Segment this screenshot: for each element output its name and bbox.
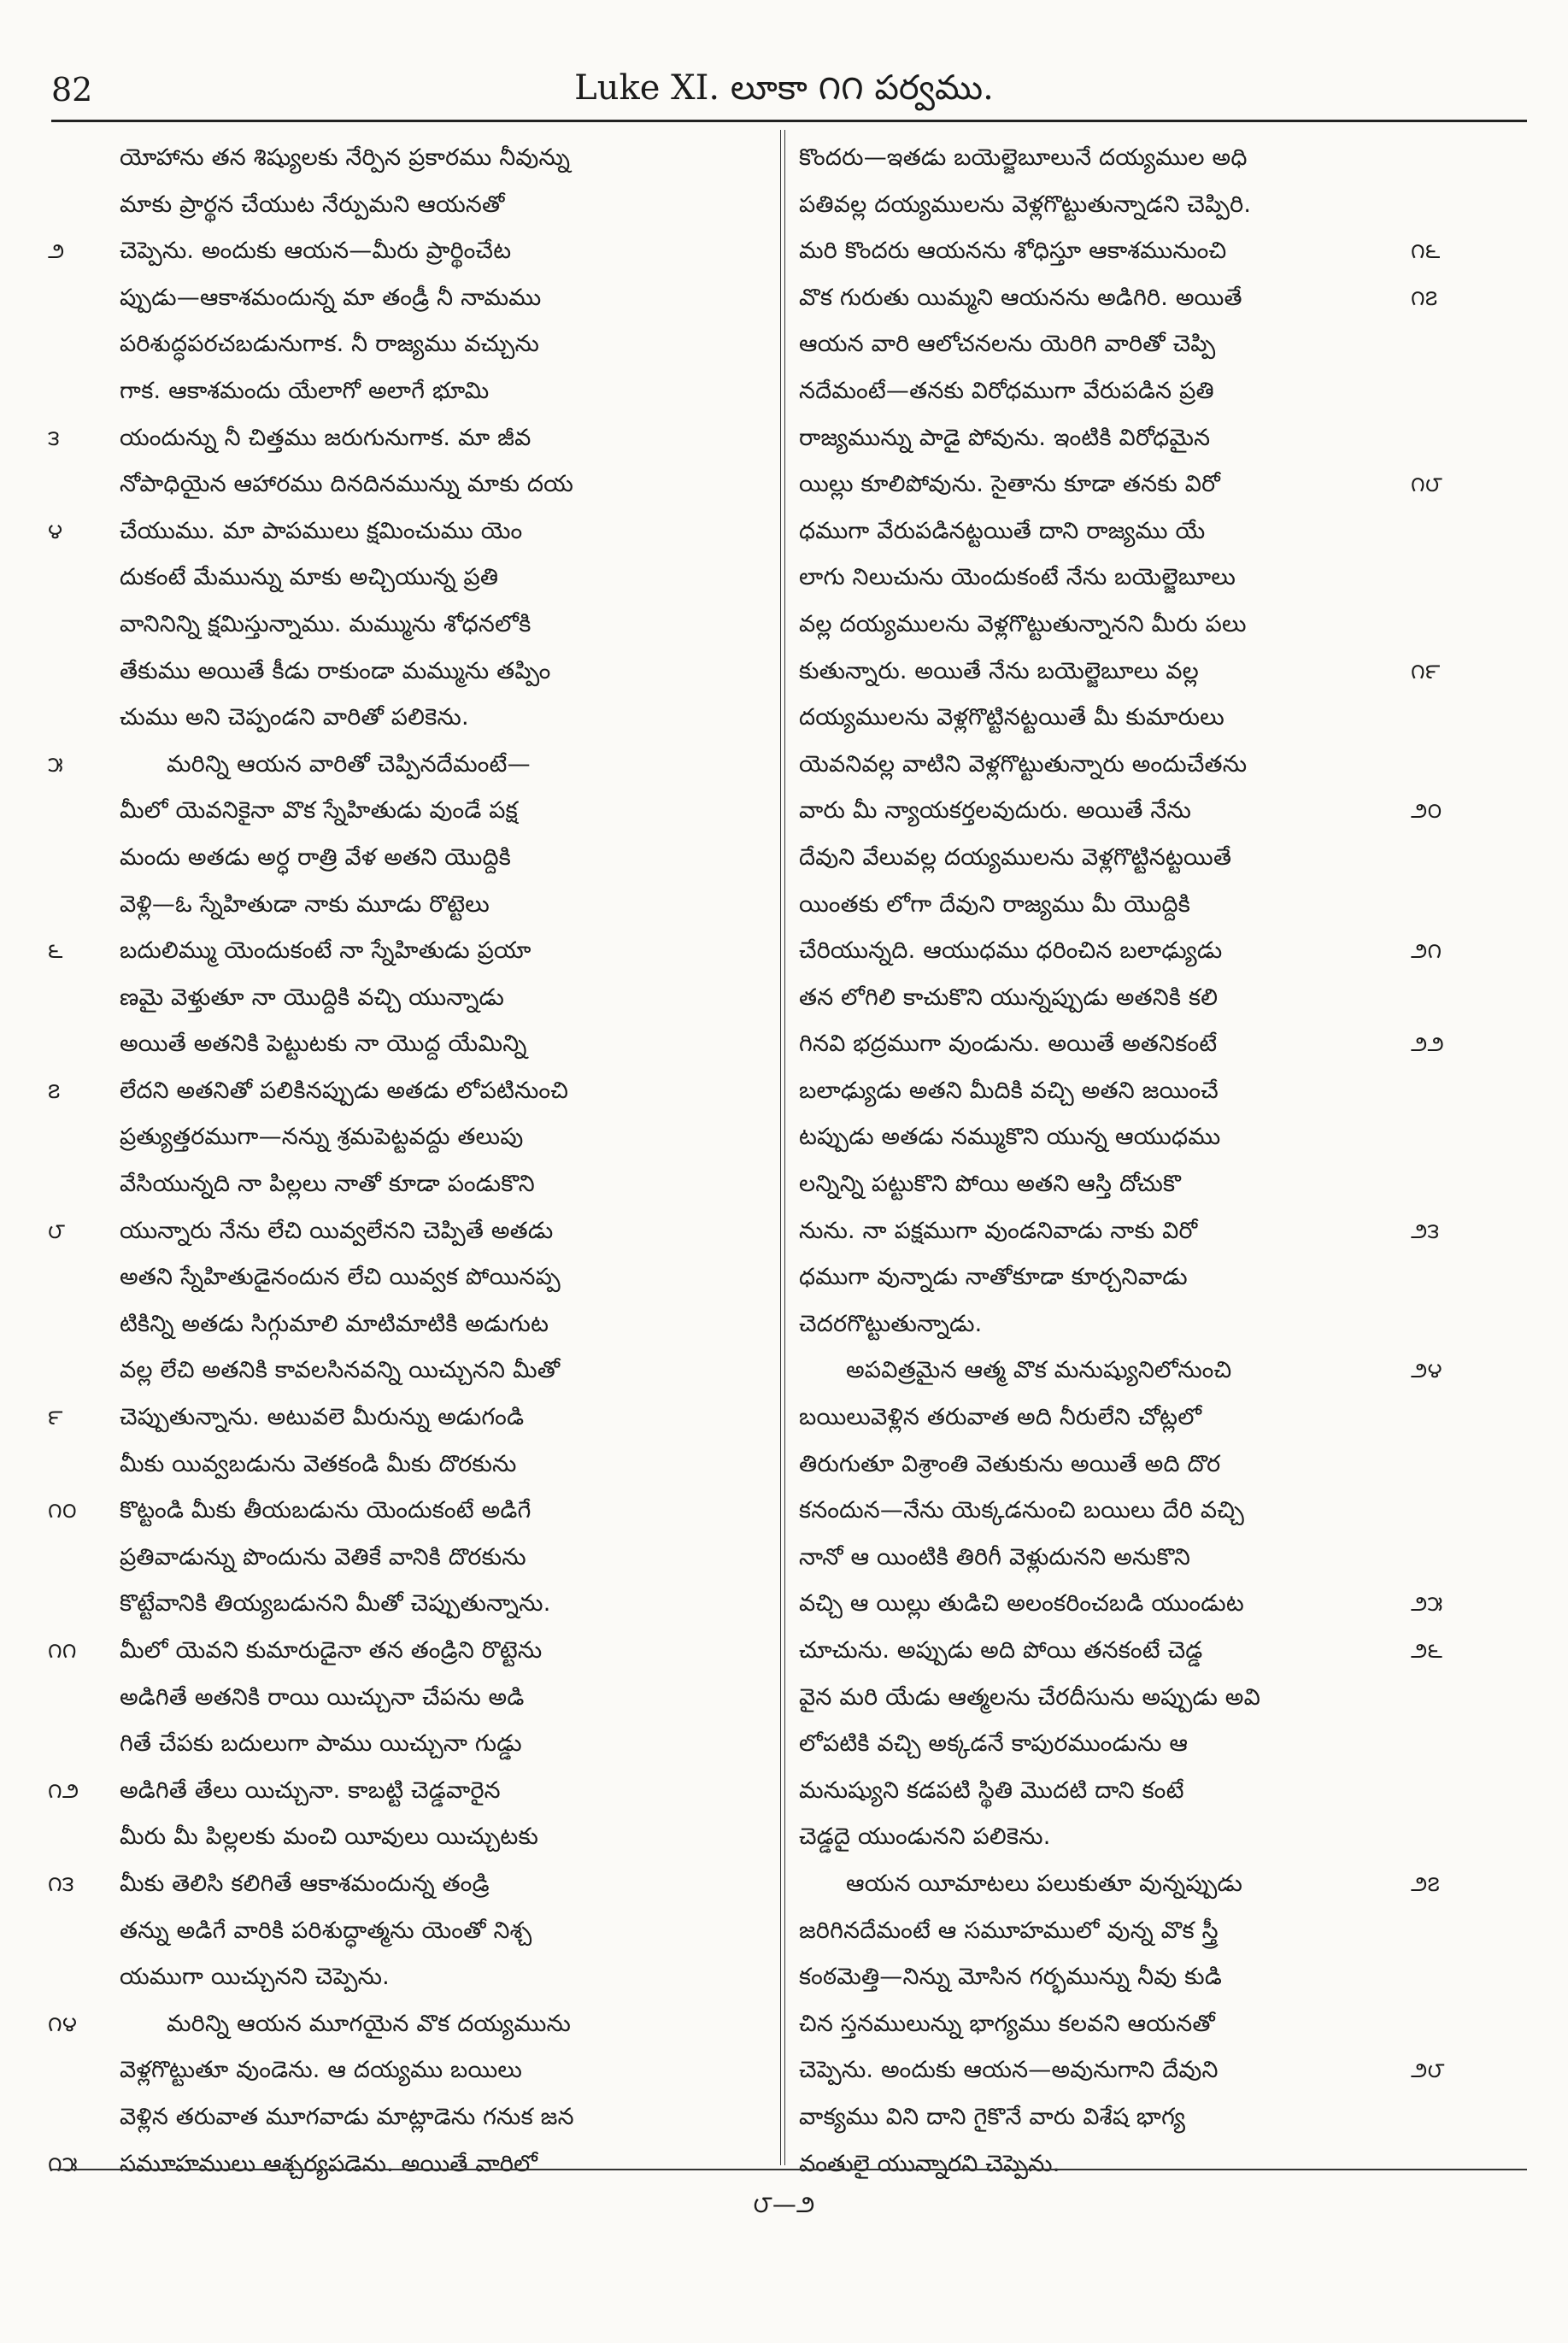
- line-text: ణమై వెళ్తుతూ నా యొద్దికి వచ్చి యున్నాడు: [120, 984, 505, 1011]
- line-text: మందు అతడు అర్ధ రాత్రి వేళ అతని యొద్దికి: [120, 843, 512, 871]
- text-line: [799, 975, 1397, 1022]
- header-rule: [51, 120, 1527, 122]
- verse-number: ౮: [48, 1218, 66, 1243]
- text-line: [120, 1348, 762, 1395]
- text-line: [799, 1348, 1442, 1395]
- text-line: [799, 228, 1441, 275]
- line-text: ధముగా వున్నాడు నాతోకూడా కూర్చనివాడు: [799, 1264, 1188, 1291]
- line-text: లాగు నిలుచును యెందుకంటే నేను బయెల్జెబూలు: [799, 564, 1236, 591]
- text-line: [120, 1301, 762, 1348]
- running-head: [0, 0, 1568, 128]
- line-text: వెళ్లి—ఓ స్నేహితుడా నాకు మూడు రొట్టెలు: [120, 890, 490, 918]
- text-line: [799, 1021, 1445, 1068]
- verse-number: ౬: [48, 938, 63, 964]
- line-text: దుకంటే మేమున్ను మాకు అచ్చియున్న ప్రతి: [120, 564, 499, 591]
- line-text: తన్ను అడిగే వారికి పరిశుద్ధాత్మను యెంతో నిశ్చ: [120, 1917, 532, 1944]
- line-text: మాకు ప్రార్థన చేయుట నేర్పుమని ఆయనతో: [120, 191, 505, 218]
- line-text: టప్పుడు అతడు నమ్ముకొని యున్న ఆయుధము: [799, 1124, 1221, 1151]
- verse-number: ౨౫: [1411, 1591, 1443, 1617]
- line-text: చెదరగొట్టుతున్నాడు.: [799, 1310, 983, 1337]
- verse-number: ౧౭: [1411, 285, 1438, 310]
- line-text: అపవిత్రమైన ఆత్మ వొక మనుష్యునిలోనుంచి: [846, 1357, 1232, 1384]
- verse-number: ౨౩: [1411, 1218, 1440, 1243]
- text-line: [799, 1954, 1397, 2001]
- verse-number: ౧౪: [48, 2011, 78, 2036]
- text-line: [799, 275, 1438, 322]
- line-text: బయిలువెళ్లిన తరువాత అది నీరులేని చోట్లలో: [799, 1404, 1202, 1431]
- text-line: [120, 835, 762, 882]
- text-line: [799, 1395, 1397, 1442]
- text-line: [799, 1208, 1440, 1255]
- line-text: రాజ్యమున్ను పాడై పోవును. ఇంటికి విరోధమైన: [799, 424, 1211, 451]
- line-text: చిన స్తనములున్ను భాగ్యము కలవని ఆయనతో: [799, 2010, 1215, 2037]
- text-line: [48, 1068, 762, 1115]
- text-line: [120, 882, 762, 929]
- text-line: [120, 602, 762, 649]
- line-text: యెవనివల్ల వాటిని వెళ్లగొట్టుతున్నారు అందుచేతను: [799, 750, 1248, 778]
- text-line: [120, 2094, 762, 2141]
- line-text: కొట్టండి మీకు తీయబడును యెందుకంటే అడిగే: [120, 1497, 531, 1524]
- text-line: [799, 1161, 1397, 1208]
- text-line: [120, 1721, 762, 1768]
- line-text: అడిగితే అతనికి రాయి యిచ్చునా చేపను అడి: [120, 1683, 525, 1711]
- text-line: [799, 882, 1397, 929]
- text-line: [799, 2141, 1397, 2188]
- line-text: చెప్పుతున్నాను. అటువలె మీరున్ను అడుగండి: [120, 1404, 525, 1431]
- line-text: చూచును. అప్పుడు అది పోయి తనకంటే చెడ్డ: [799, 1637, 1203, 1664]
- line-text: మీకు తెలిసి కలిగితే ఆకాశమందున్న తండ్రి: [120, 1870, 490, 1897]
- text-line: [48, 742, 762, 789]
- text-line: [799, 928, 1442, 975]
- text-line: [120, 182, 762, 229]
- text-line: [799, 1814, 1397, 1861]
- line-text: యోహాను తన శిష్యులకు నేర్పిన ప్రకారము నీవున్ను: [120, 144, 571, 171]
- line-text: నానో ఆ యింటికి తిరిగీ వెళ్లుదునని అనుకొని: [799, 1543, 1191, 1571]
- text-line: [799, 835, 1397, 882]
- text-line: [120, 788, 762, 835]
- line-text: గినవి భద్రముగా వుండును. అయితే అతనికంటే: [799, 1031, 1218, 1058]
- text-line: [799, 1068, 1397, 1115]
- line-text: మీకు యివ్వబడును వెతకండి మీకు దొరకును: [120, 1450, 517, 1477]
- line-text: గాక. ఆకాశమందు యేలాగో అలాగే భూమి: [120, 377, 490, 404]
- line-text: కంఠమెత్తి—నిన్ను మోసిన గర్భమున్ను నీవు కుడి: [799, 1964, 1223, 1991]
- text-line: [48, 928, 762, 975]
- text-line: [120, 1581, 762, 1628]
- line-text: యున్నారు నేను లేచి యివ్వలేనని చెప్పితే అతడు: [120, 1217, 554, 1244]
- line-text: చేయుము. మా పాపములు క్షమించుము యెం: [120, 517, 523, 544]
- line-text: తన లోగిలి కాచుకొని యున్నప్పుడు అతనికి కలి: [799, 984, 1219, 1011]
- line-text: మనుష్యుని కడపటి స్థితి మొదటి దాని కంటే: [799, 1776, 1184, 1804]
- line-text: బలాఢ్యుడు అతని మీదికి వచ్చి అతని జయించే: [799, 1077, 1219, 1104]
- line-text: ప్రత్యుత్తరముగా—నన్ను శ్రమపెట్టవద్దు తలుపు: [120, 1124, 524, 1151]
- text-line: [120, 368, 762, 415]
- line-text: యందున్ను నీ చిత్తము జరుగునుగాక. మా జీవ: [120, 424, 531, 451]
- text-line: [48, 2141, 762, 2188]
- text-line: [48, 1768, 762, 1815]
- line-text: నోపాధియైన ఆహారము దినదినమున్ను మాకు దయ: [120, 471, 574, 498]
- text-line: [120, 695, 762, 742]
- verse-number: ౨౭: [1411, 1870, 1441, 1896]
- line-text: వల్ల దయ్యములను వెళ్లగొట్టుతున్నానని మీరు పలు: [799, 610, 1247, 637]
- text-line: [799, 695, 1397, 742]
- line-text: లేదని అతనితో పలికినప్పుడు అతడు లోపటినుంచి: [120, 1077, 569, 1104]
- verse-number: ౧౮: [1411, 472, 1443, 497]
- text-line: [799, 2001, 1397, 2048]
- line-text: చెప్పెను. అందుకు ఆయన—మీరు ప్రార్థించేట: [120, 238, 512, 265]
- text-line: [120, 135, 762, 182]
- text-line: [120, 975, 762, 1022]
- verse-number: ౧౬: [1411, 238, 1441, 264]
- line-text: వెళ్లిన తరువాత మూగవాడు మాట్లాడెను గనుక జన: [120, 2103, 574, 2130]
- text-line: [120, 555, 762, 602]
- text-line: [799, 1908, 1397, 1955]
- text-line: [120, 1954, 762, 2001]
- text-line: [799, 1254, 1397, 1301]
- verse-number: ౨౮: [1411, 2058, 1445, 2083]
- text-line: [799, 1768, 1397, 1815]
- text-line: [799, 2047, 1445, 2094]
- verse-number: ౨౦: [1411, 798, 1442, 824]
- line-text: మరి కొందరు ఆయనను శోధిస్తూ ఆకాశమునుంచి: [799, 238, 1227, 265]
- text-line: [48, 1861, 762, 1908]
- text-line: [120, 1114, 762, 1161]
- text-line: [48, 1488, 762, 1535]
- text-line: [120, 1161, 762, 1208]
- verse-number: ౪: [48, 518, 63, 543]
- line-text: అతని స్నేహితుడైనందున లేచి యివ్వక పోయినప్ప: [120, 1264, 561, 1291]
- text-line: [48, 1628, 762, 1675]
- verse-number: ౭: [48, 1078, 61, 1103]
- text-line: [799, 1581, 1443, 1628]
- text-line: [120, 2047, 762, 2094]
- line-text: ధముగా వేరుపడినట్టయితే దాని రాజ్యము యే: [799, 517, 1206, 544]
- verse-number: ౧౨: [48, 1777, 79, 1803]
- line-text: వచ్చి ఆ యిల్లు తుడిచి అలంకరించబడి యుండుట: [799, 1590, 1244, 1618]
- text-line: [120, 461, 762, 508]
- column-separator: [780, 130, 785, 2165]
- page-number: 82: [51, 71, 93, 109]
- text-line: [799, 1721, 1397, 1768]
- line-text: మరిన్ని ఆయన మూగయైన వొక దయ్యమును: [167, 2010, 572, 2037]
- verse-number: ౧౯: [1411, 658, 1441, 684]
- left-column: [48, 135, 762, 2187]
- line-text: వానినిన్ని క్షమిస్తున్నాము. మమ్మును శోధనలోకి: [120, 610, 531, 637]
- line-text: లన్నిన్ని పట్టుకొని పోయి అతని ఆస్తి దోచుకొ: [799, 1171, 1182, 1198]
- verse-number: ౨౧: [1411, 938, 1442, 964]
- text-line: [120, 1908, 762, 1955]
- line-text: దేవుని వేలువల్ల దయ్యములను వెళ్లగొట్టినట్టయితే: [799, 843, 1232, 871]
- right-column: [799, 135, 1445, 2187]
- text-line: [799, 321, 1397, 368]
- line-text: పతివల్ల దయ్యములను వెళ్లగొట్టుతున్నాడని చెప్పిరి.: [799, 191, 1252, 218]
- text-line: [48, 1208, 762, 1255]
- text-line: [120, 1442, 762, 1489]
- text-line: [799, 461, 1443, 508]
- line-text: వొక గురుతు యిమ్మని ఆయనను అడిగిరి. అయితే: [799, 284, 1242, 311]
- text-line: [120, 1535, 762, 1582]
- text-line: [799, 742, 1397, 789]
- text-line: [120, 275, 762, 322]
- text-line: [799, 135, 1397, 182]
- line-text: దయ్యములను వెళ్లగొట్టినట్టయితే మీ కుమారులు: [799, 704, 1224, 731]
- line-text: ప్రతివాడున్ను పొందును వెతికే వానికి దొరకును: [120, 1543, 526, 1571]
- text-line: [120, 1021, 762, 1068]
- line-text: చెడ్డదై యుండునని పలికెను.: [799, 1823, 1051, 1851]
- text-line: [120, 1814, 762, 1861]
- line-text: చెప్పెను. అందుకు ఆయన—అవునుగాని దేవుని: [799, 2057, 1219, 2084]
- line-text: లోపటికి వచ్చి అక్కడనే కాపురముండును ఆ: [799, 1730, 1189, 1758]
- text-line: [120, 649, 762, 696]
- line-text: సమూహములు ఆశ్చర్యపడెను. అయితే వారిలో: [120, 2150, 538, 2177]
- line-text: ఆయన యీమాటలు పలుకుతూ వున్నప్పుడు: [846, 1870, 1243, 1897]
- line-text: తేకుము అయితే కీడు రాకుండా మమ్మును తప్పిం: [120, 657, 551, 684]
- line-text: అడిగితే తేలు యిచ్చునా. కాబట్టి చెడ్డవారైన: [120, 1776, 501, 1804]
- line-text: చుము అని చెప్పండని వారితో పలికెను.: [120, 704, 469, 731]
- line-text: జరిగినదేమంటే ఆ సమూహములో వున్న వొక స్త్రీ: [799, 1917, 1219, 1944]
- footer-rule: [51, 2169, 1527, 2170]
- verse-number: ౨: [48, 238, 65, 264]
- text-line: [120, 1675, 762, 1722]
- line-text: అయితే అతనికి పెట్టుటకు నా యొద్ద యేమిన్ని: [120, 1031, 527, 1058]
- verse-number: ౨౨: [1411, 1031, 1445, 1057]
- line-text: మీలో యెవనికైనా వొక స్నేహితుడు వుండే పక్ష: [120, 797, 518, 825]
- verse-number: ౧౫: [48, 2151, 78, 2176]
- text-line: [799, 368, 1397, 415]
- line-text: వాక్యము విని దాని గైకొనే వారు విశేష భాగ్య: [799, 2103, 1186, 2130]
- text-line: [799, 1488, 1397, 1535]
- verse-number: ౧౧: [48, 1638, 77, 1663]
- text-line: [799, 182, 1397, 229]
- verse-number: ౩: [48, 425, 60, 450]
- line-text: వైన మరి యేడు ఆత్మలను చేరదీసును అప్పుడు అవి: [799, 1683, 1260, 1711]
- text-line: [799, 555, 1397, 602]
- line-text: కనందున—నేను యెక్కడనుంచి బయిలు దేరి వచ్చి: [799, 1497, 1245, 1524]
- text-line: [799, 1675, 1397, 1722]
- text-line: [120, 1254, 762, 1301]
- text-line: [799, 1535, 1397, 1582]
- verse-number: ౧౩: [48, 1870, 74, 1896]
- line-text: గితే చేపకు బదులుగా పాము యిచ్చునా గుడ్డు: [120, 1730, 522, 1758]
- text-line: [48, 228, 762, 275]
- line-text: యింతకు లోగా దేవుని రాజ్యము మీ యొద్దికి: [799, 890, 1191, 918]
- line-text: వారు మీ న్యాయకర్తలవుదురు. అయితే నేను: [799, 797, 1191, 825]
- line-text: మరిన్ని ఆయన వారితో చెప్పినదేమంటే—: [167, 750, 531, 778]
- line-text: వంతులై యున్నారని చెప్పెను.: [799, 2150, 1060, 2177]
- line-text: కుతున్నారు. అయితే నేను బయెల్జెబూలు వల్ల: [799, 657, 1199, 684]
- text-line: [799, 1301, 1397, 1348]
- verse-number: ౧౦: [48, 1498, 77, 1524]
- line-text: కొట్టేవానికి తియ్యబడునని మీతో చెప్పుతున్నాను.: [120, 1590, 551, 1618]
- line-text: మీరు మీ పిల్లలకు మంచి యీవులు యిచ్చుటకు: [120, 1823, 539, 1851]
- line-text: వల్ల లేచి అతనికి కావలసినవన్ని యిచ్చునని మీతో: [120, 1357, 561, 1384]
- line-text: వెళ్లగొట్టుతూ వుండెను. ఆ దయ్యము బయిలు: [120, 2057, 523, 2084]
- text-line: [799, 415, 1397, 462]
- text-line: [120, 321, 762, 368]
- running-title: Luke XI. లూకా ౧౧ పర్వము.: [574, 68, 994, 108]
- line-text: మీలో యెవని కుమారుడైనా తన తండ్రిని రొట్టెను: [120, 1637, 543, 1664]
- text-line: [799, 1442, 1397, 1489]
- text-line: [48, 415, 762, 462]
- signature-mark: ౮—౨: [753, 2190, 815, 2218]
- line-text: నదేమంటే—తనకు విరోధముగా వేరుపడిన ప్రతి: [799, 377, 1214, 404]
- line-text: బదులిమ్ము యెందుకంటే నా స్నేహితుడు ప్రయా: [120, 937, 531, 965]
- line-text: పరిశుద్ధపరచబడునుగాక. నీ రాజ్యము వచ్చును: [120, 331, 540, 358]
- line-text: తిరుగుతూ విశ్రాంతి వెతుకును అయితే అది దొర: [799, 1450, 1221, 1477]
- line-text: యిల్లు కూలిపోవును. సైతాను కూడా తనకు విరో: [799, 471, 1220, 498]
- text-line: [799, 649, 1441, 696]
- line-text: నును. నా పక్షముగా వుండనివాడు నాకు విరో: [799, 1217, 1198, 1244]
- text-line: [799, 1114, 1397, 1161]
- text-line: [48, 2001, 762, 2048]
- verse-number: ౨౪: [1411, 1358, 1442, 1383]
- text-line: [799, 508, 1397, 555]
- text-line: [799, 2094, 1397, 2141]
- line-text: యముగా యిచ్చునని చెప్పెను.: [120, 1964, 390, 1991]
- text-line: [48, 1395, 762, 1442]
- text-line: [799, 1861, 1441, 1908]
- line-text: చేరియున్నది. ఆయుధము ధరించిన బలాఢ్యుడు: [799, 937, 1223, 965]
- verse-number: ౨౬: [1411, 1638, 1443, 1663]
- text-line: [799, 1628, 1443, 1675]
- verse-number: ౫: [48, 751, 63, 777]
- text-line: [48, 508, 762, 555]
- line-text: కొందరు—ఇతడు బయెల్జెబూలునే దయ్యముల అధి: [799, 144, 1248, 171]
- line-text: ఆయన వారి ఆలోచనలను యెరిగి వారితో చెప్పి: [799, 331, 1216, 358]
- line-text: టికిన్ని అతడు సిగ్గుమాలి మాటిమాటికి అడుగుట: [120, 1310, 549, 1337]
- text-line: [799, 788, 1442, 835]
- line-text: ప్పుడు—ఆకాశమందున్న మా తండ్రీ నీ నామము: [120, 284, 542, 311]
- text-line: [799, 602, 1397, 649]
- line-text: వేసియున్నది నా పిల్లలు నాతో కూడా పండుకొని: [120, 1171, 535, 1198]
- verse-number: ౯: [48, 1405, 63, 1430]
